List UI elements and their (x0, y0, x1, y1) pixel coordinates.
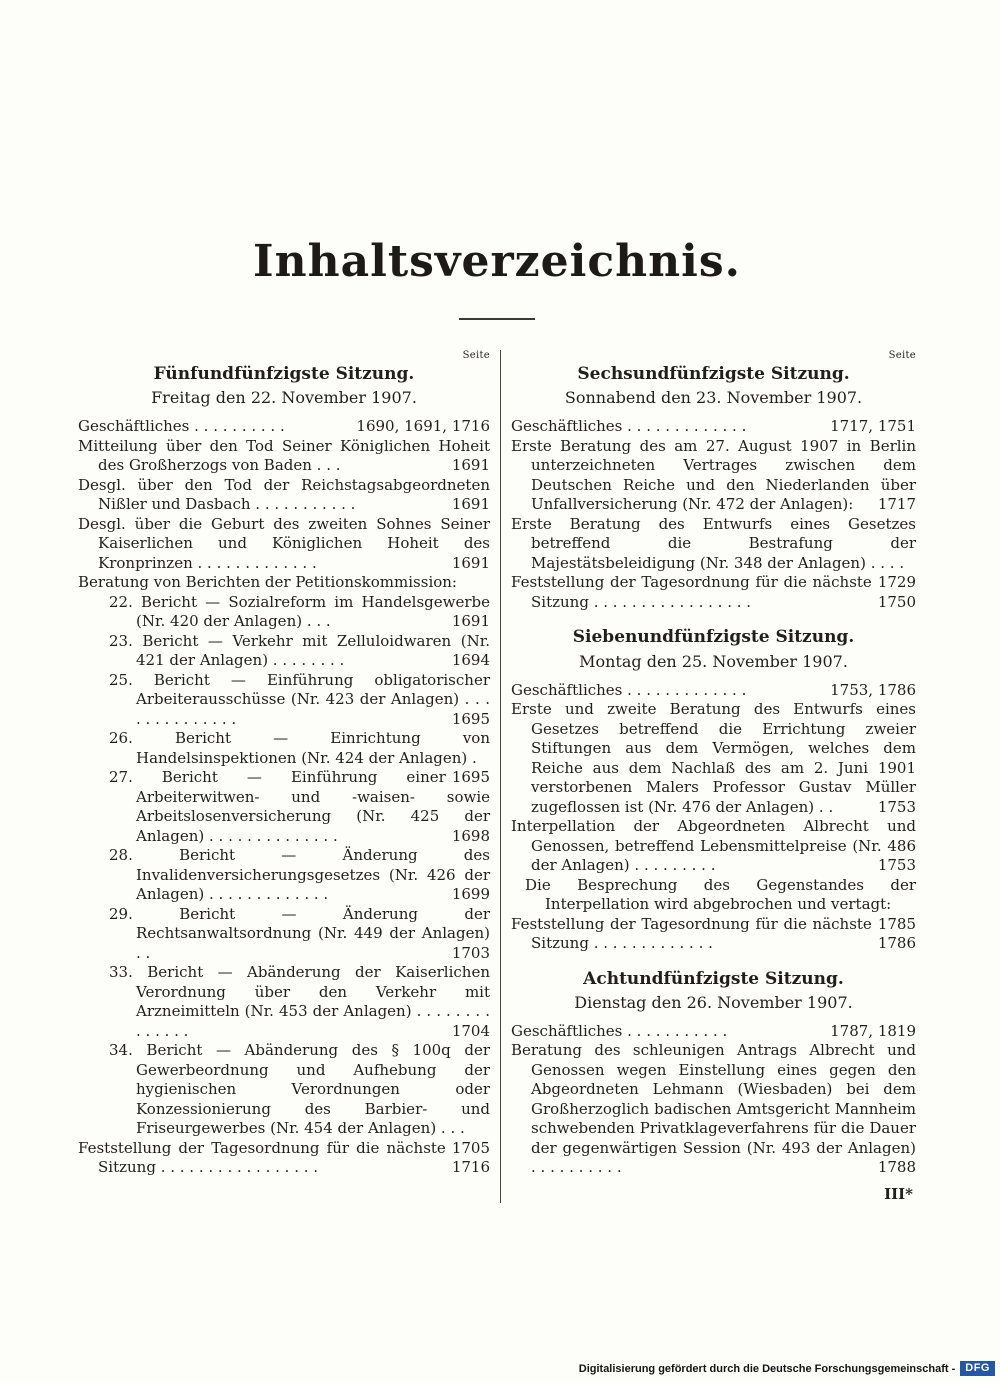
toc-entry: 26. Bericht — Einrichtung von Handelsinspektionen (Nr. 424 der Anlagen) . 1695 (109, 729, 490, 787)
session-heading: Sechsundfünfzigste Sitzung. (577, 364, 850, 384)
entry-page-number: 1716 (451, 1158, 490, 1177)
entry-page-number: 1786 (877, 934, 916, 952)
session-section (511, 969, 916, 1178)
title-divider-rule (459, 318, 535, 320)
digitization-footer (579, 1361, 995, 1376)
toc-entry: 25. Bericht — Einführung obligatorischer Arbeiterausschüsse (Nr. 423 der Anlagen) . . . . . . . . . . . . . . 1695 (109, 670, 490, 728)
dfg-logo: DFG (960, 1361, 995, 1376)
entry-page-number: 1787, 1819 (830, 1021, 916, 1040)
toc-entry: 28. Bericht — Änderung des Invalidenversicherungsgesetzes (Nr. 426 der Anlagen) . . . . . . . . . . . . . 1699 (109, 846, 490, 904)
toc-entry: 34. Bericht — Abänderung des § 100q der Gewerbeordnung und Aufhebung der hygienischen Verordnungen oder Konzessionierung des Barbier- und Friseurgewerbes (Nr. 454 der Anlagen) . . . 1705 (109, 1041, 490, 1157)
entry-page-number: 1717 (877, 495, 916, 514)
toc-entry: Beratung von Berichten der Petitionskommission: (78, 573, 457, 592)
entry-page-number: 1753 (877, 797, 916, 816)
session-heading: Achtundfünfzigste Sitzung. (583, 968, 844, 989)
sheet-signature-marker: III* (884, 1184, 913, 1203)
session-section (511, 364, 916, 612)
toc-column-left (78, 350, 490, 1203)
entry-page-number: 1691 (451, 495, 490, 514)
entry-page-number: 1785 (877, 914, 916, 933)
entry-page-number: 1788 (877, 1158, 916, 1177)
entry-page-number: 1753 (877, 856, 916, 874)
entry-page-number: 1694 (451, 651, 490, 670)
toc-entry: 33. Bericht — Abänderung der Kaiserlichen Verordnung über den Verkehr mit Arzneimitteln (Nr. 453 der Anlagen) . . . . . . . . . . . . . . 1704 (109, 963, 490, 1040)
session-section (511, 627, 916, 953)
toc-entry: Geschäftliches . . . . . . . . . . . . . 1717, 1751 (511, 417, 916, 436)
entry-page-number: 1691 (451, 612, 490, 631)
entry-page-number: 1695 (451, 709, 490, 728)
session-date: Dienstag den 26. November 1907. (574, 992, 853, 1012)
toc-entry: Feststellung der Tagesordnung für die nächste Sitzung . . . . . . . . . . . . . . . . . 1750 (511, 573, 916, 611)
toc-entry: Die Besprechung des Gegenstandes der Interpellation wird abgebrochen und vertagt: 1785 (525, 875, 916, 933)
page-content (78, 0, 916, 1203)
entry-page-number: 1698 (451, 826, 490, 845)
toc-entry: 23. Bericht — Verkehr mit Zelluloidwaren (Nr. 421 der Anlagen) . . . . . . . . 1694 (109, 631, 490, 670)
toc-entry: 27. Bericht — Einführung einer Arbeiterwitwen- und -waisen- sowie Arbeitslosenversicherung (Nr. 425 der Anlagen) . . . . . . . . . . . . . . 1698 (109, 768, 490, 845)
toc-entry: Beratung des schleunigen Antrags Albrecht und Genossen wegen Einstellung eines gegen den Abgeordneten Lehmann (Wiesbaden) bei dem Großherzoglich badischen Amtsgericht Mannheim schwebenden Privatklageverfahrens für die Dauer der gegenwärtigen Session (Nr. 493 der Anlagen) . . . . . . . . . . 1788 (511, 1041, 916, 1177)
toc-entry: Mitteilung über den Tod Seiner Königlichen Hoheit des Großherzogs von Baden . . . 1691 (78, 436, 490, 475)
session-date: Sonnabend den 23. November 1907. (564, 388, 863, 408)
toc-entry: Desgl. über den Tod der Reichstagsabgeordneten Nißler und Dasbach . . . . . . . . . . . 1691 (78, 475, 490, 514)
entry-page-number: 1704 (451, 1021, 490, 1040)
page-title: Inhaltsverzeichnis. (253, 236, 741, 287)
entry-page-number: 1703 (451, 943, 490, 962)
entry-page-number: 1699 (451, 885, 490, 904)
session-date: Freitag den 22. November 1907. (151, 388, 417, 408)
entry-page-number: 1691 (451, 553, 490, 572)
toc-column-right (511, 350, 916, 1203)
entry-page-number: 1753, 1786 (830, 680, 916, 699)
toc-entry: Geschäftliches . . . . . . . . . . 1690, 1691, 1716 (78, 417, 490, 436)
entry-page-number: 1750 (877, 592, 916, 611)
toc-entry: Erste Beratung des am 27. August 1907 in Berlin unterzeichneten Vertrages zwischen dem Deutschen Reiche und den Niederlanden über Unfallversicherung (Nr. 472 der Anlagen): 1717 (511, 436, 916, 514)
entry-page-number: 1695 (451, 768, 490, 787)
toc-entry: Feststellung der Tagesordnung für die nächste Sitzung . . . . . . . . . . . . . . . . . 1716 (78, 1138, 490, 1177)
table-of-contents (78, 350, 916, 1203)
session-date: Montag den 25. November 1907. (579, 651, 848, 671)
toc-entry: Geschäftliches . . . . . . . . . . . 1787, 1819 (511, 1021, 916, 1040)
session-heading: Siebenundfünfzigste Sitzung. (572, 627, 855, 648)
toc-entry: 29. Bericht — Änderung der Rechtsanwaltsordnung (Nr. 449 der Anlagen) . . 1703 (109, 904, 490, 962)
toc-entry: Interpellation der Abgeordneten Albrecht und Genossen, betreffend Lebensmittelpreise (Nr. 486 der Anlagen) . . . . . . . . . 1753 (511, 817, 916, 874)
toc-entry: Geschäftliches . . . . . . . . . . . . . 1753, 1786 (511, 680, 916, 699)
session-section (78, 364, 490, 1178)
toc-entry: Desgl. über die Geburt des zweiten Sohnes Seiner Kaiserlichen und Königlichen Hoheit des Kronprinzen . . . . . . . . . . . . . 1691 (78, 514, 490, 572)
entry-page-number: 1729 (877, 573, 916, 592)
digitization-credit-text: Digitalisierung gefördert durch die Deutsche Forschungsgemeinschaft - (578, 1362, 956, 1375)
entry-page-number: 1717, 1751 (830, 417, 916, 436)
toc-entry: Erste Beratung des Entwurfs eines Gesetzes betreffend die Bestrafung der Majestätsbeleidigung (Nr. 348 der Anlagen) . . . . 1729 (511, 514, 916, 592)
entry-page-number: 1691 (451, 456, 490, 475)
session-heading: Fünfundfünfzigste Sitzung. (153, 364, 415, 384)
toc-entry: Feststellung der Tagesordnung für die nächste Sitzung . . . . . . . . . . . . . 1786 (511, 914, 916, 952)
entry-page-number: 1705 (451, 1138, 490, 1157)
column-divider-line (500, 350, 501, 1203)
seite-column-label: Seite (462, 350, 490, 361)
entry-page-number: 1690, 1691, 1716 (356, 417, 490, 436)
toc-entry: Erste und zweite Beratung des Entwurfs eines Gesetzes betreffend die Errichtung zweier Stiftungen aus dem Vermögen, welches dem Reiche aus dem Nachlaß des am 2. Juni 1901 verstorbenen Malers Professor Gustav Müller zugeflossen ist (Nr. 476 der Anlagen) . . 1753 (511, 700, 916, 816)
toc-entry: 22. Bericht — Sozialreform im Handelsgewerbe (Nr. 420 der Anlagen) . . . 1691 (109, 592, 490, 631)
seite-column-label: Seite (888, 350, 916, 361)
